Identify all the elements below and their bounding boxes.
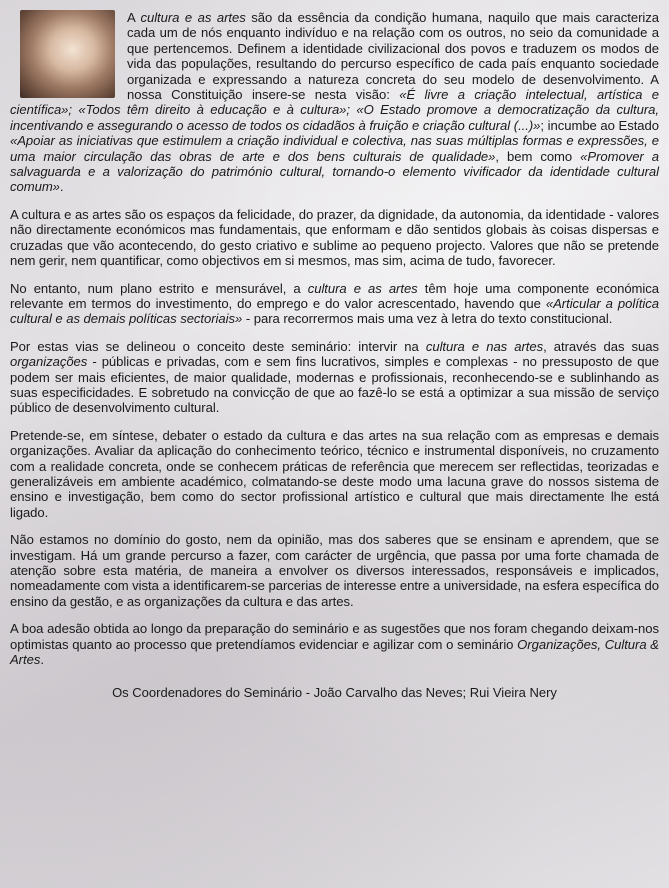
paragraph-2 [10, 207, 659, 269]
signature-line: Os Coordenadores do Seminário - João Carvalho das Neves; Rui Vieira Nery [112, 685, 557, 701]
paragraph-7 [10, 621, 659, 667]
paragraph-3 [10, 281, 659, 327]
paragraph-text-run: têm hoje uma componente económica relevante em termos do investimento, do emprego e do valor acrescentado, havendo que [10, 280, 659, 311]
paragraph-6 [10, 532, 659, 609]
paragraph-text-run: Pretende-se, em síntese, debater o estado da cultura e das artes na sua relação com as empresas e demais organizações. Avaliar da aplicação do conhecimento teórico, técnico e instrumental disponíveis, no cruzamento com a realidade concreta, onde se conhecem práticas de referência que merecem ser reflectidas, teorizadas e generalizáveis em ambiente académico, colmatando-se deste modo uma lacuna grave do nossos sistema de ensino e investigação, bem como do sector profissional artístico e cultural que mais directamente lhe está ligado. [10, 427, 659, 520]
paragraph-text-run: cultura e as artes [307, 280, 418, 296]
paragraph-text-run: A [127, 10, 141, 25]
paragraph-text-run: cultura e as artes [140, 10, 246, 25]
paragraph-text-run: . [59, 179, 64, 195]
paragraph-text-run: ; incumbe ao Estado [540, 117, 659, 133]
decorative-photo [20, 10, 115, 98]
paragraph-text-run: A cultura e as artes são os espaços da felicidade, do prazer, da dignidade, da autonomia, da identidade - valores não directamente económicos mas fundamentais, que enformam e dão sentidos globais às coisas dispersas e cruzadas que vão acontecendo, do gesto criativo e sublime ao pequeno projecto. Valores que não se pretende nem gerir, nem quantificar, como objectivos em si mesmos, mas sim, acima de tudo, favorecer. [10, 206, 659, 269]
paragraph-text-run: , através das suas [543, 338, 659, 354]
paragraph-text-run: No entanto, num plano estrito e mensurável, a [10, 280, 308, 296]
paragraph-text-run: Por estas vias se delineou o conceito deste seminário: intervir na [10, 338, 426, 354]
paragraph-text-run: organizações [10, 354, 88, 370]
paragraph-text-run: Não estamos no domínio do gosto, nem da opinião, mas dos saberes que se ensinam e aprendem, que se investigam. Há um grande percurso a fazer, com carácter de urgência, que passa por uma forte chamada de atenção sobre esta matéria, de maneira a envolver os diversos interessados, responsáveis e implicados, nomeadamente com vista a identificarem-se parcerias de interesse entre a universidade, na esfera específica do ensino da gestão, e as organizações da cultura e das artes. [10, 532, 659, 609]
paragraph-text-run: - públicas e privadas, com e sem fins lucrativos, simples e complexas - no pressuposto de que podem ser mais eficientes, de maior qualidade, modernas e profissionais, reconhecendo-se e sublinhando as suas especificidades. E sobretudo na convicção de que ao fazê-lo se está a optimizar a sua missão de serviço público de desenvolvimento cultural. [10, 354, 659, 416]
paragraph-5 [10, 428, 659, 520]
paragraph-text-run: são da essência da condição humana, naquilo que mais caracteriza cada um de nós enquanto indivíduo e na relação com os outros, no seio da comunidade a que pertencemos. Definem a identidade civilizacional dos povos e traduzem os modos de vida das populações, resultando do percurso específico de cada país enquanto sociedade organizada e expressando a natureza concreta do seu modelo de desenvolvimento. A nossa Constituição insere-se nesta visão: [127, 10, 659, 103]
paragraph-4 [10, 339, 659, 416]
paragraph-text-run: «Promover a salvaguarda e a valorização do património cultural, tornando-o elemento vivificador da identidade cultural comum» [10, 148, 659, 195]
paragraph-text-run: «Apoiar as iniciativas que estimulem a criação individual e colectiva, nas suas múltiplas formas e expressões, e uma maior circulação das obras de arte e dos bens culturais de qualidade» [10, 133, 659, 164]
paragraph-text-run: Organizações, Cultura & Artes [10, 636, 659, 668]
paragraph-text-run: «Articular a política cultural e as demais políticas sectoriais» [10, 295, 659, 327]
paragraph-text-run: . [40, 652, 44, 668]
paragraph-text-run: A boa adesão obtida ao longo da preparação do seminário e as sugestões que nos foram chegando deixam-nos optimistas quanto ao processo que pretendíamos evidenciar e agilizar com o seminário [10, 621, 659, 652]
paragraph-text-run: - para recorrermos mais uma vez à letra do texto constitucional. [242, 311, 613, 327]
document-page [10, 10, 659, 700]
paragraph-text-run: cultura e nas artes [425, 338, 544, 354]
paragraph-text-run: «É livre a criação intelectual, artística e científica»; «Todos têm direito à educação e à cultura»; «O Estado promove a democratização da cultura, incentivando e assegurando o acesso de todos os cidadãos à fruição e criação cultural (...)» [10, 87, 660, 133]
paragraph-text-run: , bem como [495, 148, 581, 164]
